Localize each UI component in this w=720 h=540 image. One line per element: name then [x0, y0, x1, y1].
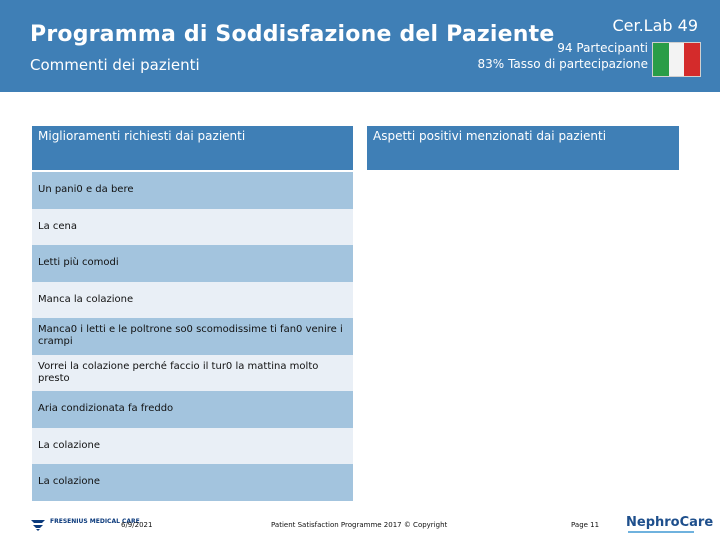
italy-flag-icon — [652, 42, 701, 77]
positives-header: Aspetti positivi menzionati dai pazienti — [367, 126, 679, 170]
participants-count: 94 Partecipanti — [557, 41, 648, 55]
page-number: Page 11 — [571, 521, 600, 529]
nephrocare-logo-underline — [628, 531, 694, 534]
header-banner — [0, 0, 720, 92]
site-name: Cer.Lab 49 — [612, 16, 698, 35]
nephrocare-logo: NephroCare — [626, 515, 714, 530]
list-item: Manca la colazione — [32, 282, 353, 319]
participation-rate: 83% Tasso di partecipazione — [477, 57, 648, 71]
list-item: Vorrei la colazione perché faccio il tur0 la mattina molto presto — [32, 355, 353, 392]
page-subtitle: Commenti dei pazienti — [30, 56, 200, 74]
footer — [0, 510, 720, 540]
footer-date: 6/9/2021 — [121, 521, 153, 529]
improvements-header: Miglioramenti richiesti dai pazienti — [32, 126, 353, 170]
list-item: La colazione — [32, 428, 353, 465]
list-item: La colazione — [32, 464, 353, 501]
list-item: Manca0 i letti e le poltrone so0 scomodissime ti fan0 venire i crampi — [32, 318, 353, 355]
list-item: La cena — [32, 209, 353, 246]
fresenius-logo-text: FRESENIUS MEDICAL CARE — [50, 518, 140, 525]
footer-program: Patient Satisfaction Programme 2017 © Copyright — [271, 521, 448, 529]
page-title: Programma di Soddisfazione del Paziente — [30, 22, 555, 47]
fresenius-logo-icon — [30, 518, 46, 532]
improvements-list — [32, 172, 353, 501]
list-item: Letti più comodi — [32, 245, 353, 282]
list-item: Un pani0 e da bere — [32, 172, 353, 209]
list-item: Aria condizionata fa freddo — [32, 391, 353, 428]
